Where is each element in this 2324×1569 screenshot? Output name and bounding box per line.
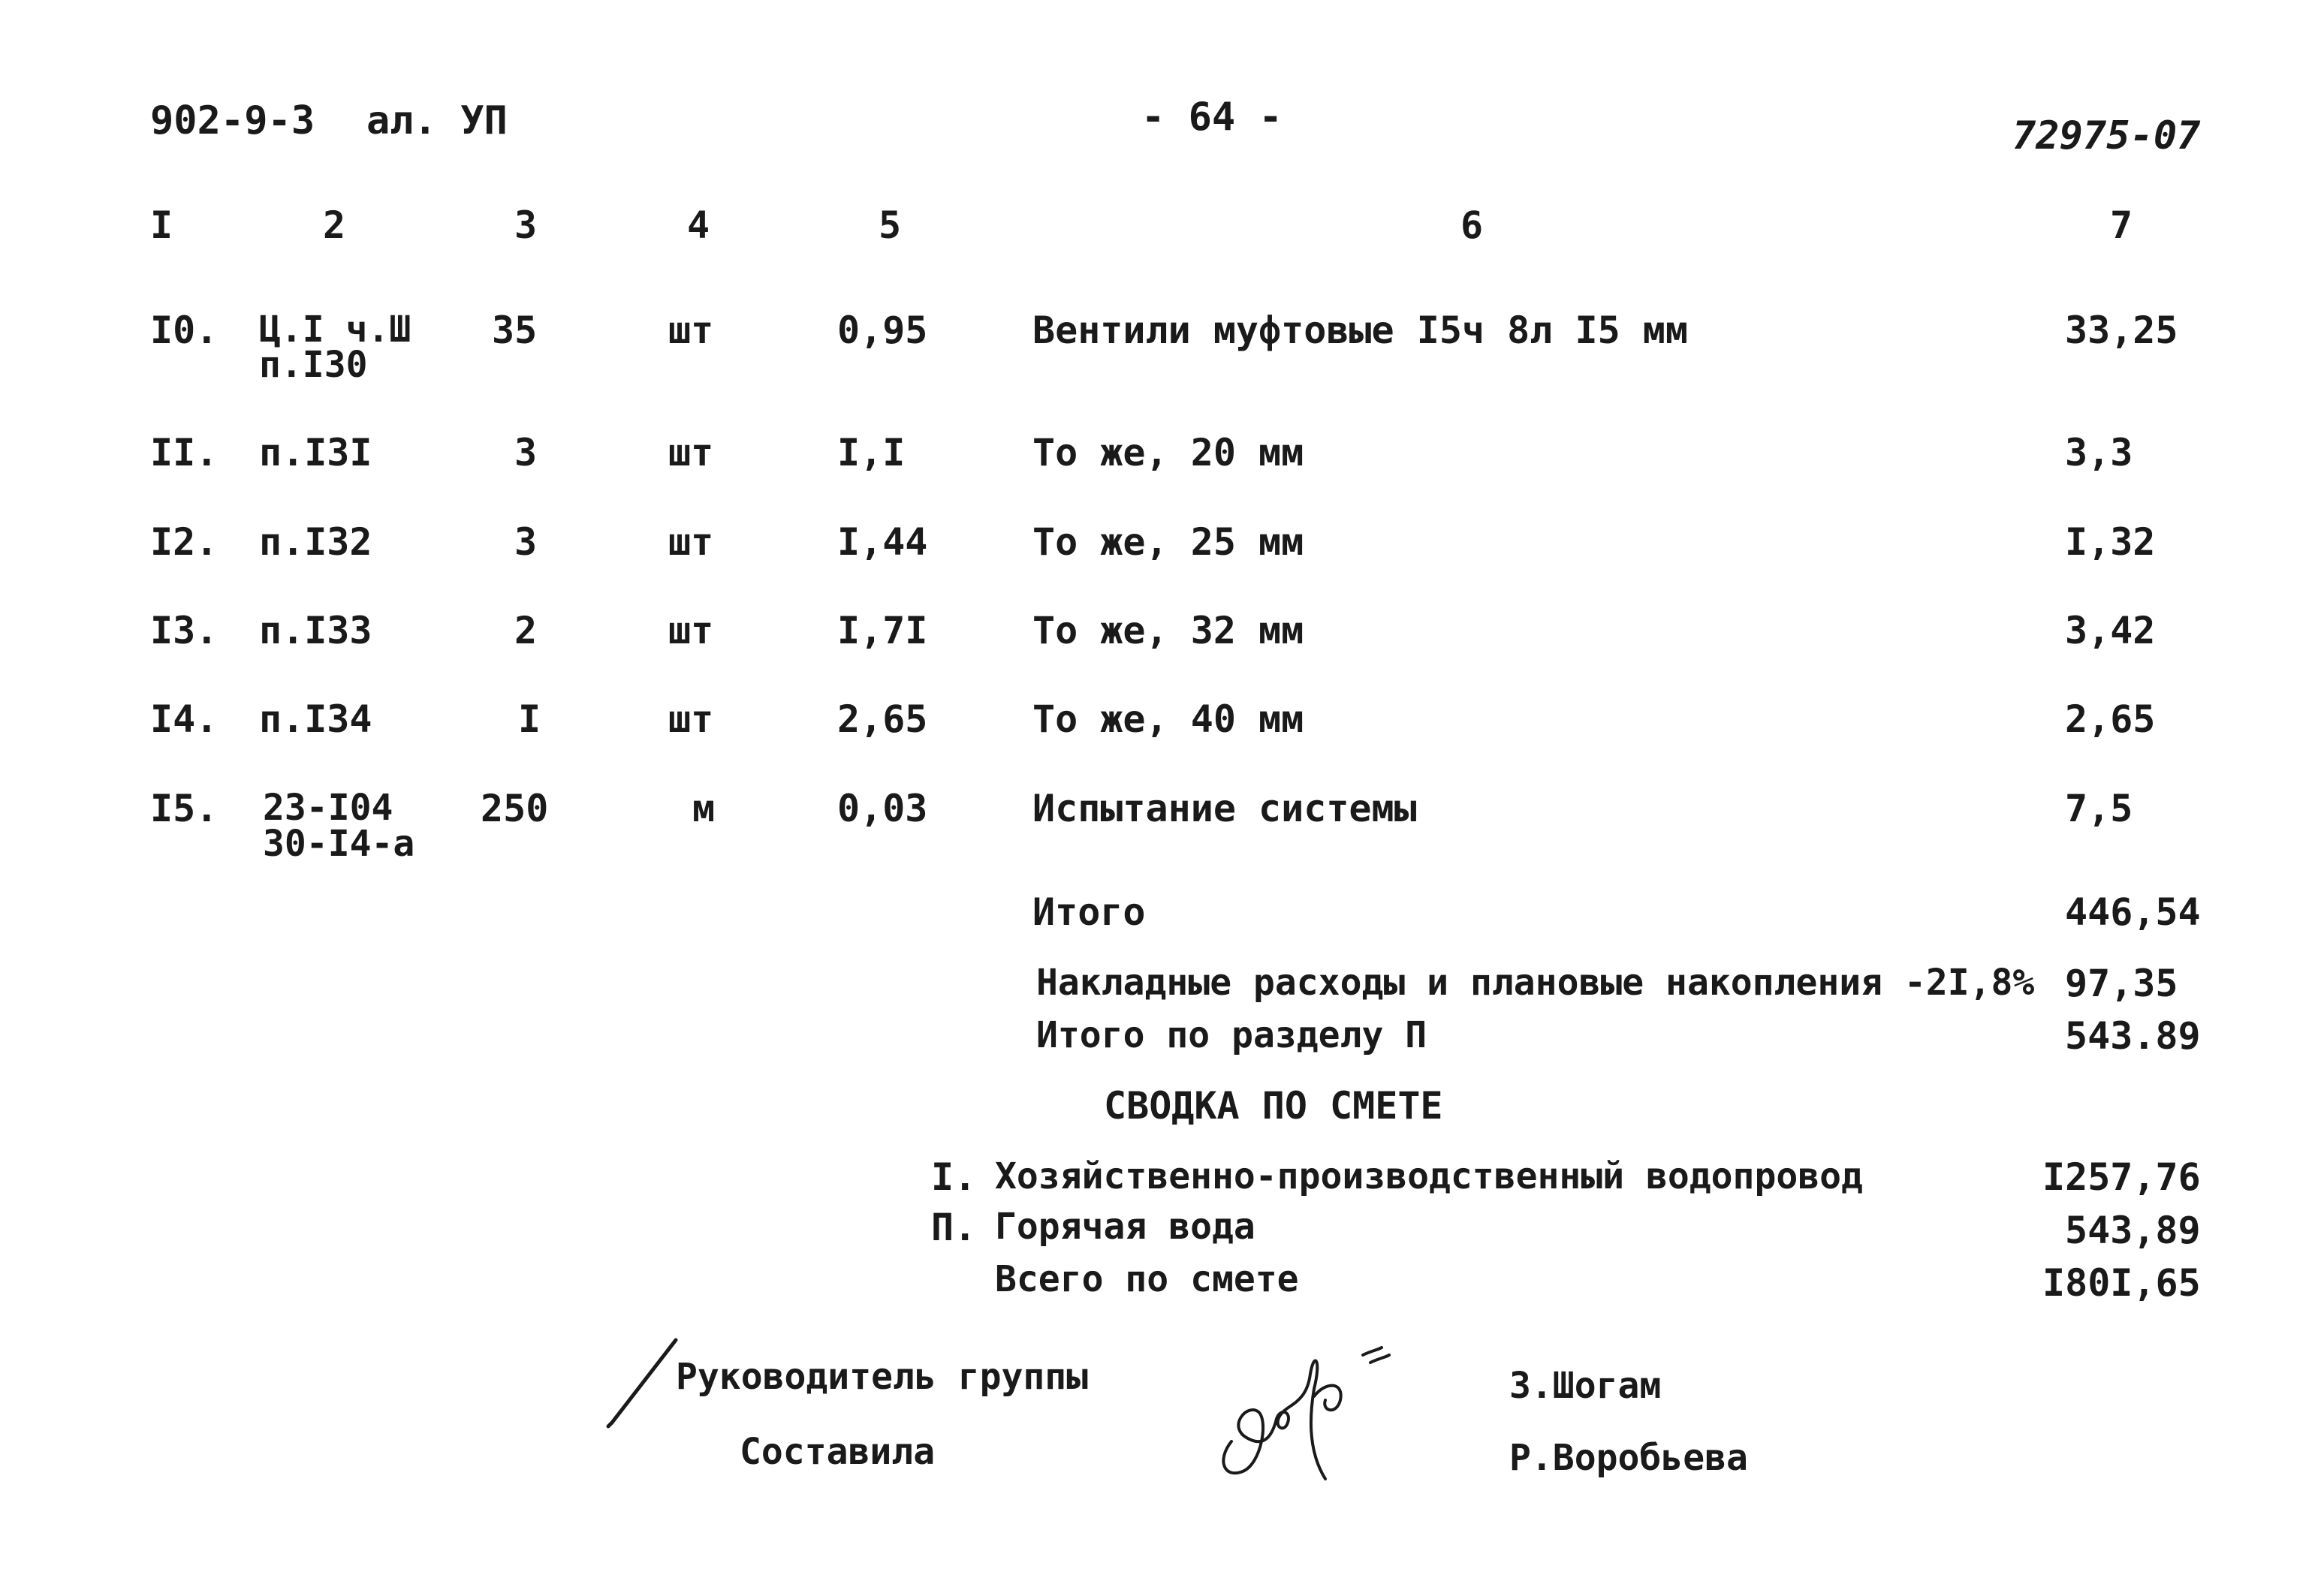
row-description: То же, 25 мм (1032, 520, 1304, 564)
col-header-1: I (150, 203, 173, 247)
row-number: I2. (150, 520, 219, 564)
col-header-2: 2 (323, 203, 346, 247)
col-header-4: 4 (687, 203, 710, 247)
row-total: 3,42 (2065, 609, 2156, 652)
row-unit: шт (668, 697, 714, 741)
summary-item-value: I257,76 (2042, 1155, 2201, 1199)
row-quantity: 3 (514, 520, 538, 564)
page-number: - 64 - (1141, 95, 1283, 140)
row-unit: шт (668, 609, 714, 652)
col-header-3: 3 (514, 203, 538, 247)
row-quantity: 250 (481, 787, 549, 830)
row-description: То же, 40 мм (1032, 697, 1304, 741)
subtotal-label: Итого (1032, 890, 1146, 934)
row-number: I3. (150, 609, 219, 652)
row-code-line: 30-I4-а (263, 823, 415, 865)
row-quantity: 35 (492, 309, 538, 352)
row-quantity: 2 (514, 609, 538, 652)
row-total: 7,5 (2065, 787, 2133, 830)
summary-item-value: 543,89 (2065, 1209, 2201, 1252)
group-lead-label: Руководитель группы (676, 1356, 1089, 1398)
row-description: Вентили муфтовые I5ч 8л I5 мм (1032, 309, 1688, 352)
row-description: То же, 32 мм (1032, 609, 1304, 652)
row-code-line: 23-I04 (263, 787, 393, 829)
row-code-line: п.I34 (259, 697, 372, 741)
col-header-7: 7 (2110, 203, 2133, 247)
row-code-line: п.I33 (259, 609, 372, 652)
section-total-value: 543.89 (2065, 1014, 2201, 1058)
album-label: ал. УП (366, 98, 508, 143)
col-header-6: 6 (1460, 203, 1484, 247)
row-price: I,I (837, 431, 906, 474)
grand-total-value: I80I,65 (2042, 1261, 2201, 1305)
row-price: 0,03 (837, 787, 928, 830)
pen-stroke (601, 1336, 683, 1434)
row-number: I5. (150, 787, 219, 830)
row-total: 33,25 (2065, 309, 2178, 352)
summary-title: СВОДКА ПО СМЕТЕ (1104, 1084, 1443, 1128)
compiler-name: Р.Воробьева (1509, 1437, 1748, 1479)
row-total: 2,65 (2065, 697, 2156, 741)
handwritten-signature (1201, 1329, 1427, 1494)
row-description: То же, 20 мм (1032, 431, 1304, 474)
row-quantity: I (518, 697, 541, 741)
row-unit: шт (668, 431, 714, 474)
summary-item-number: I. (931, 1155, 977, 1199)
row-unit: шт (668, 520, 714, 564)
row-number: I4. (150, 697, 219, 741)
row-price: I,7I (837, 609, 928, 652)
grand-total-label: Всего по смете (995, 1258, 1299, 1300)
row-number: II. (150, 431, 219, 474)
row-unit: м (692, 787, 716, 830)
col-header-5: 5 (879, 203, 902, 247)
summary-item-label: Хозяйственно-производственный водопровод (995, 1155, 1863, 1197)
row-total: 3,3 (2065, 431, 2133, 474)
summary-item-number: П. (931, 1206, 977, 1249)
row-total: I,32 (2065, 520, 2156, 564)
row-description: Испытание системы (1032, 787, 1417, 830)
summary-item-label: Горячая вода (995, 1206, 1255, 1248)
section-total-label: Итого по разделу П (1036, 1014, 1427, 1056)
row-unit: шт (668, 309, 714, 352)
compiler-label: Составила (740, 1431, 936, 1473)
doc-code: 902-9-3 (150, 98, 315, 143)
row-price: I,44 (837, 520, 928, 564)
row-price: 2,65 (837, 697, 928, 741)
row-number: I0. (150, 309, 219, 352)
overhead-label: Накладные расходы и плановые накопления -2I,8% (1036, 962, 2035, 1004)
row-price: 0,95 (837, 309, 928, 352)
stamp-number: 72975-07 (2012, 113, 2201, 158)
row-code-line: Ц.I ч.Ш (259, 309, 411, 351)
group-lead-name: З.Шогам (1509, 1365, 1662, 1407)
overhead-value: 97,35 (2065, 962, 2178, 1005)
row-code-line: п.I3I (259, 431, 372, 474)
row-quantity: 3 (514, 431, 538, 474)
row-code-line: п.I32 (259, 520, 372, 564)
subtotal-value: 446,54 (2065, 890, 2201, 934)
row-code-line: п.I30 (259, 344, 368, 386)
